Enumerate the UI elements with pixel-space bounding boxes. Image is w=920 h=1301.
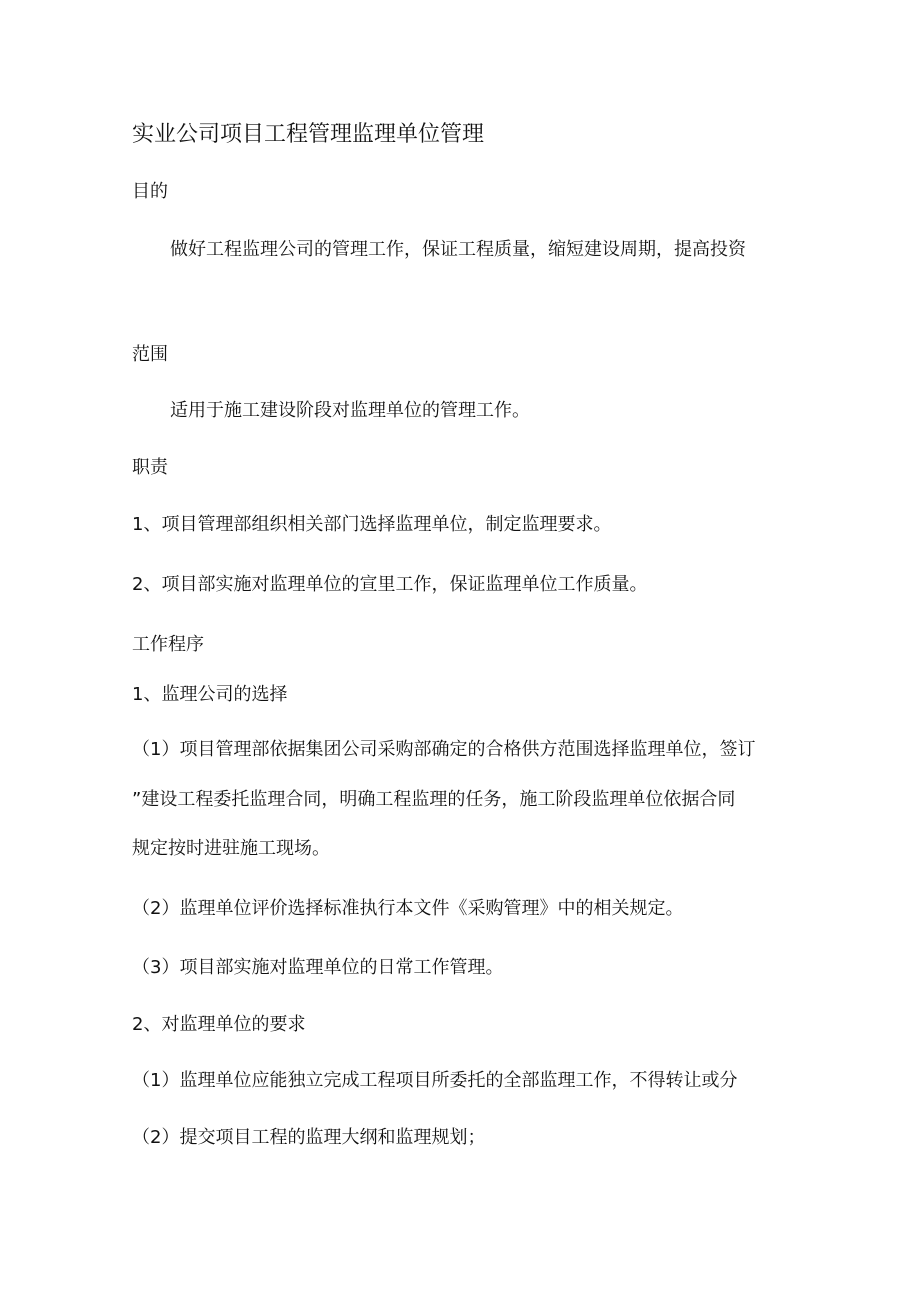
procedure-sub-heading-2: 2、对监理单位的要求 xyxy=(132,1014,306,1035)
duty-item-2: 2、项目部实施对监理单位的宣里工作，保证监理单位工作质量。 xyxy=(132,574,648,595)
section-heading-purpose: 目的 xyxy=(132,181,168,202)
procedure-1-item-2: （2）监理单位评价选择标准执行本文件《采购管理》中的相关规定。 xyxy=(132,898,684,919)
procedure-2-item-1: （1）监理单位应能独立完成工程项目所委托的全部监理工作，不得转让或分 xyxy=(132,1070,738,1091)
procedure-2-item-2: （2）提交项目工程的监理大纲和监理规划； xyxy=(132,1127,486,1148)
purpose-text: 做好工程监理公司的管理工作，保证工程质量，缩短建设周期，提高投资 xyxy=(170,239,746,260)
duty-item-1: 1、项目管理部组织相关部门选择监理单位，制定监理要求。 xyxy=(132,514,612,535)
procedure-sub-heading-1: 1、监理公司的选择 xyxy=(132,684,288,705)
procedure-1-item-3: （3）项目部实施对监理单位的日常工作管理。 xyxy=(132,957,504,978)
procedure-1-item-1-line-1: （1）项目管理部依据集团公司采购部确定的合格供方范围选择监理单位，签订 xyxy=(132,739,756,760)
procedure-1-item-1-line-2: ”建设工程委托监理合同，明确工程监理的任务，施工阶段监理单位依据合同 xyxy=(132,789,736,810)
document-title: 实业公司项目工程管理监理单位管理 xyxy=(132,122,485,147)
scope-text: 适用于施工建设阶段对监理单位的管理工作。 xyxy=(170,400,530,421)
procedure-1-item-1-line-3: 规定按时进驻施工现场。 xyxy=(132,838,330,859)
section-heading-scope: 范围 xyxy=(132,344,168,365)
section-heading-procedure: 工作程序 xyxy=(132,634,204,655)
section-heading-duties: 职责 xyxy=(132,457,168,478)
